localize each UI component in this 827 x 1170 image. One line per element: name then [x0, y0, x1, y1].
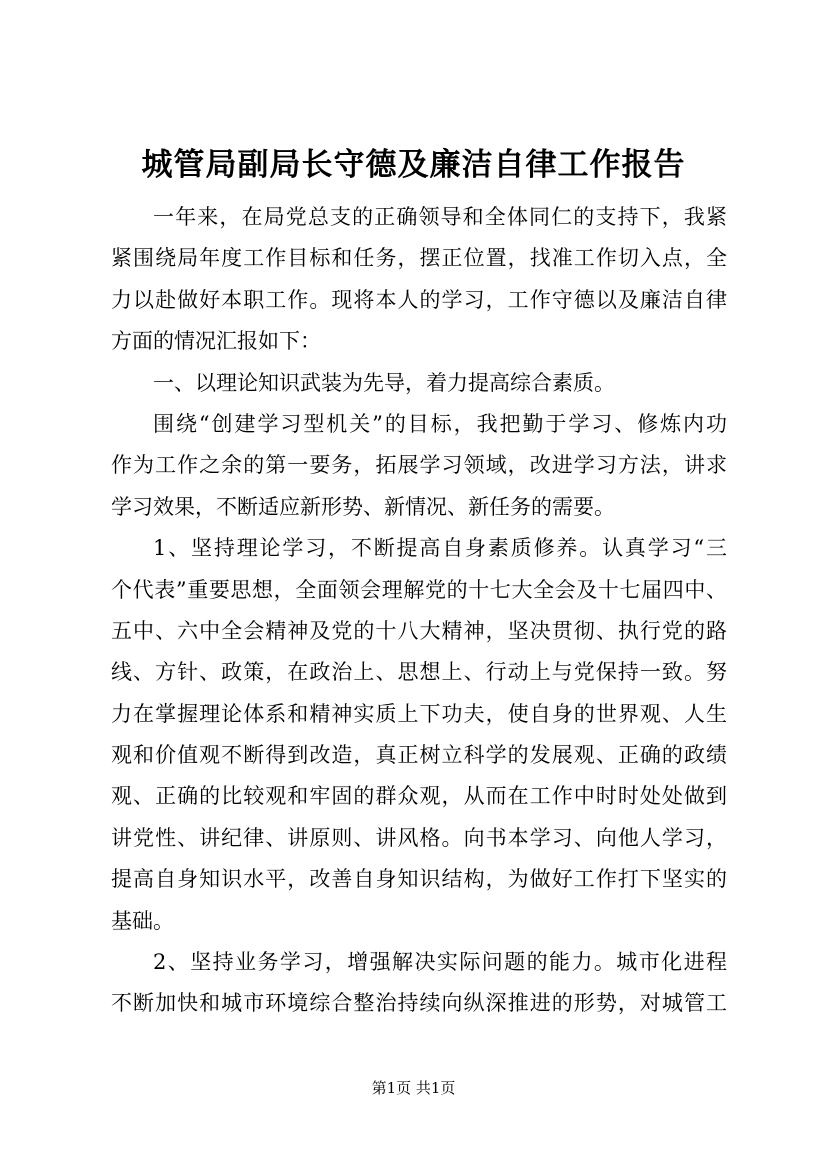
body-line: 力在掌握理论体系和精神实质上下功夫，使自身的世界观、人生	[111, 701, 727, 726]
page-footer: 第1页 共1页	[371, 1079, 456, 1097]
body-line: 围绕“创建学习型机关”的目标，我把勤于学习、修炼内功	[153, 411, 727, 436]
body-line: 个代表”重要思想，全面领会理解党的十七大全会及十七届四中、	[111, 577, 727, 602]
body-line: 讲党性、讲纪律、讲原则、讲风格。向书本学习、向他人学习，	[111, 825, 727, 850]
body-line: 学习效果，不断适应新形势、新情况、新任务的需要。	[111, 494, 615, 519]
body-line: 方面的情况汇报如下：	[111, 329, 321, 354]
section-heading: 一、以理论知识武装为先导，着力提高综合素质。	[153, 370, 615, 395]
body-line: 2、坚持业务学习，增强解决实际问题的能力。城市化进程	[153, 950, 727, 975]
body-line: 观、正确的比较观和牢固的群众观，从而在工作中时时处处做到	[111, 784, 727, 809]
body-line: 不断加快和城市环境综合整治持续向纵深推进的形势，对城管工	[111, 991, 727, 1016]
document-body	[111, 197, 727, 1025]
body-line: 五中、六中全会精神及党的十八大精神，坚决贯彻、执行党的路	[111, 618, 727, 643]
body-line: 紧围绕局年度工作目标和任务，摆正位置，找准工作切入点，全	[111, 246, 727, 271]
body-line: 观和价值观不断得到改造，真正树立科学的发展观、正确的政绩	[111, 743, 727, 768]
document-title: 城管局副局长守德及廉洁自律工作报告	[141, 147, 686, 183]
body-line: 线、方针、政策，在政治上、思想上、行动上与党保持一致。努	[111, 660, 727, 685]
body-line: 一年来，在局党总支的正确领导和全体同仁的支持下，我紧	[153, 205, 727, 229]
body-line: 提高自身知识水平，改善自身知识结构，为做好工作打下坚实的	[111, 867, 727, 892]
body-line: 作为工作之余的第一要务，拓展学习领域，改进学习方法，讲求	[111, 453, 727, 478]
body-line: 力以赴做好本职工作。现将本人的学习，工作守德以及廉洁自律	[111, 287, 727, 312]
body-line: 1、坚持理论学习，不断提高自身素质修养。认真学习“三	[153, 536, 727, 561]
body-line: 基础。	[111, 908, 174, 933]
